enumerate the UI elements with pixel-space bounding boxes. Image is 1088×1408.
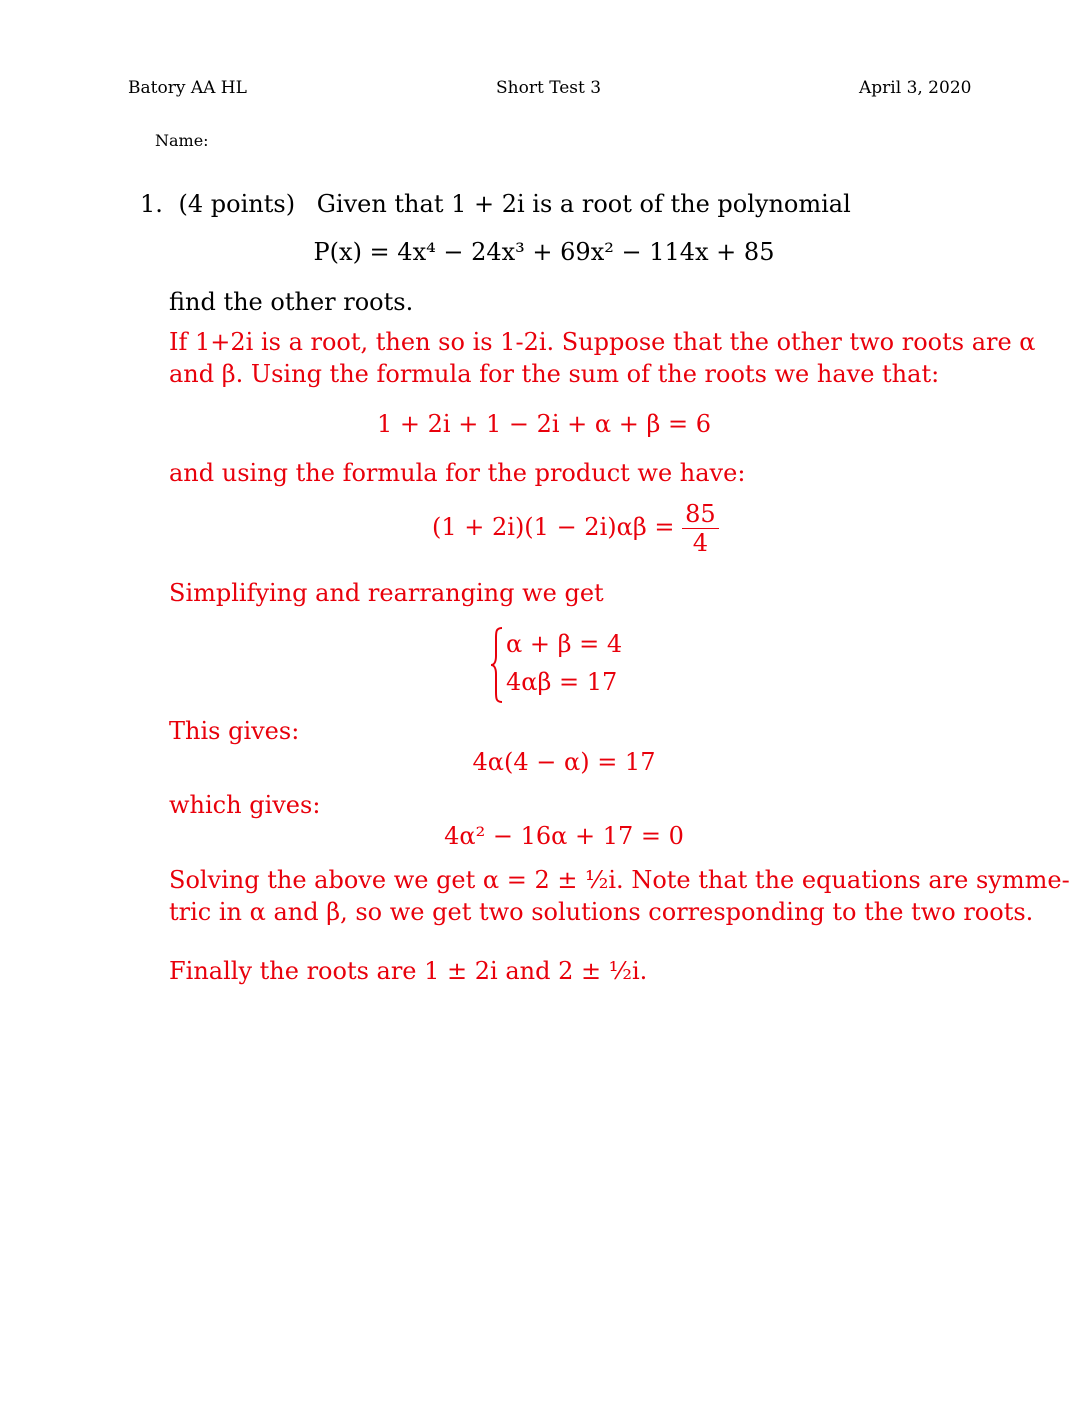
product-fraction <box>682 500 719 557</box>
problem-number: 1. <box>140 190 163 218</box>
fraction-numerator: 85 <box>682 500 719 529</box>
product-equation-lhs: (1 + 2i)(1 − 2i)αβ = <box>432 513 675 541</box>
solution-intro-line2: and β. Using the formula for the sum of the roots we have that: <box>169 360 940 388</box>
header-course: Batory AA HL <box>128 78 247 98</box>
solving-line2: tric in α and β, so we get two solutions corresponding to the two roots. <box>169 898 1034 926</box>
quadratic-equation: 4α² − 16α + 17 = 0 <box>444 822 684 850</box>
fraction-denominator: 4 <box>692 529 708 557</box>
product-intro: and using the formula for the product we have: <box>169 459 746 487</box>
substitution-equation: 4α(4 − α) = 17 <box>472 748 656 776</box>
which-gives-text: which gives: <box>169 791 321 819</box>
product-of-roots-equation <box>432 500 719 557</box>
solution-intro-line1: If 1+2i is a root, then so is 1-2i. Suppose that the other two roots are α <box>169 328 1036 356</box>
problem-ask: find the other roots. <box>169 288 414 316</box>
sum-of-roots-equation: 1 + 2i + 1 − 2i + α + β = 6 <box>377 410 711 438</box>
final-answer: Finally the roots are 1 ± 2i and 2 ± ½i. <box>169 957 648 985</box>
polynomial-equation: P(x) = 4x⁴ − 24x³ + 69x² − 114x + 85 <box>313 238 775 266</box>
system-equation-1: α + β = 4 <box>506 630 623 658</box>
problem-text: Given that 1 + 2i is a root of the polynomial <box>316 190 851 218</box>
problem-statement <box>140 190 851 218</box>
left-brace-icon <box>490 626 504 704</box>
system-equation-2: 4αβ = 17 <box>506 668 618 696</box>
name-label: Name: <box>155 131 209 150</box>
header-date: April 3, 2020 <box>859 78 972 98</box>
this-gives-text: This gives: <box>169 717 300 745</box>
problem-points: (4 points) <box>178 190 296 218</box>
solving-line1: Solving the above we get α = 2 ± ½i. Note that the equations are symme- <box>169 866 1070 894</box>
header-test-title: Short Test 3 <box>496 78 602 98</box>
simplify-text: Simplifying and rearranging we get <box>169 579 604 607</box>
